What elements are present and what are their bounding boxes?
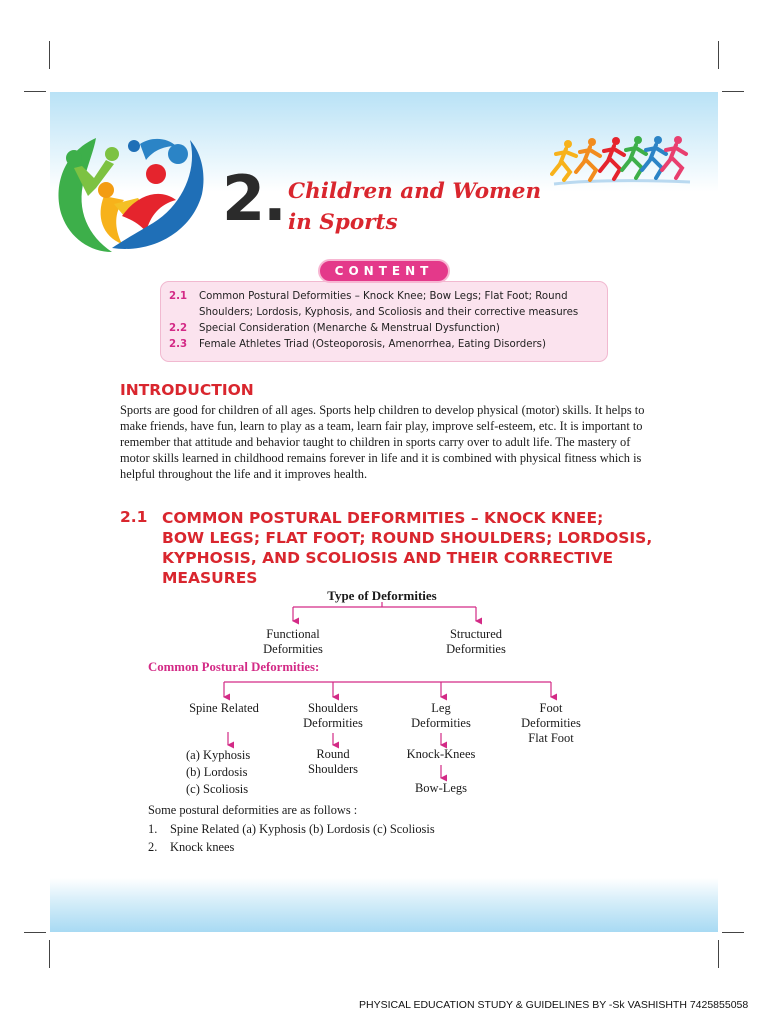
content-item-text: Female Athletes Triad (Osteoporosis, Amenorrhea, Eating Disorders) <box>199 339 546 350</box>
list-item-number: 2. <box>148 840 158 854</box>
diagram-knock-knees: Knock-Knees <box>406 747 476 761</box>
diagram-node-line: Deformities <box>263 642 323 656</box>
diagram-node-line: Shoulders <box>308 762 358 776</box>
diagram-shoulders <box>283 701 383 731</box>
content-item-number: 2.2 <box>169 323 188 334</box>
diagram-node-line: Structured <box>449 627 503 641</box>
list-item <box>148 839 234 855</box>
content-item-number: 2.1 <box>169 291 188 302</box>
deformities-list-intro: Some postural deformities are as follows : <box>148 803 358 817</box>
content-item-number: 2.3 <box>169 339 188 350</box>
diagram-spine-item: (b) Lordosis <box>186 765 248 779</box>
diagram-functional <box>233 627 353 657</box>
diagram-node-line: Functional <box>266 627 320 641</box>
content-item-text-line: Common Postural Deformities – Knock Knee; Bow Legs; Flat Foot; Round <box>199 291 568 302</box>
diagram-spine-item: (c) Scoliosis <box>186 782 249 796</box>
section-heading-line: MEASURES <box>162 569 258 587</box>
list-item <box>148 821 435 837</box>
chapter-title-line: Children and Women <box>288 179 542 204</box>
diagram-node-line: Round <box>316 747 350 761</box>
list-item-text: Spine Related (a) Kyphosis (b) Lordosis (c) Scoliosis <box>170 822 435 836</box>
introduction-heading: INTRODUCTION <box>120 381 254 399</box>
footer-credit: PHYSICAL EDUCATION STUDY & GUIDELINES BY -Sk VASHISHTH 7425855058 <box>359 999 749 1011</box>
diagram-node-line: Shoulders <box>308 701 358 715</box>
diagram-leg <box>391 701 491 731</box>
common-deformities-label: Common Postural Deformities: <box>148 660 320 674</box>
diagram-node-line: Flat Foot <box>528 731 574 745</box>
chapter-title-line: in Sports <box>288 210 398 235</box>
diagram-spine-items <box>186 747 296 798</box>
diagram-round-shoulders <box>283 747 383 777</box>
content-item-text: Special Consideration (Menarche & Menstrual Dysfunction) <box>199 323 500 334</box>
section-number: 2.1 <box>120 508 148 526</box>
diagram-node-line: Leg <box>431 701 451 715</box>
section-heading-line: COMMON POSTURAL DEFORMITIES – KNOCK KNEE; <box>162 509 604 527</box>
content-tab: CONTENT <box>318 259 450 283</box>
diagram-foot <box>501 701 601 746</box>
diagram-bow-legs: Bow-Legs <box>414 781 468 795</box>
diagram-spine-item: (a) Kyphosis <box>186 748 251 762</box>
list-item-number: 1. <box>148 822 158 836</box>
diagram-node-line: Deformities <box>521 716 581 730</box>
list-item-text: Knock knees <box>170 840 235 854</box>
section-heading-line: BOW LEGS; FLAT FOOT; ROUND SHOULDERS; LORDOSIS, <box>162 529 653 547</box>
diagram-node-line: Foot <box>539 701 563 715</box>
introduction-body: Sports are good for children of all ages. Sports help children to develop physical (motor) skills. It helps to make friends, have fun, learn to play as a team, learn fair play, improve self-esteem, etc. It is important to remember that attitude and behavior taught to children in sports carry over to adult life. The mastery of motor skills learned in childhood remains forever in life and it is combined with physical fitness which is helpful throughout the life and it improves health. <box>120 403 645 481</box>
diagram-node-line: Deformities <box>446 642 506 656</box>
diagram-structured <box>416 627 536 657</box>
diagram-node-line: Deformities <box>411 716 471 730</box>
chapter-number: 2. <box>222 162 285 235</box>
diagram-node-line: Deformities <box>303 716 363 730</box>
diagram-spine: Spine Related <box>189 701 259 715</box>
section-heading-line: KYPHOSIS, AND SCOLIOSIS AND THEIR CORRECTIVE <box>162 549 614 567</box>
content-item-text-line: Shoulders; Lordosis, Kyphosis, and Scoliosis and their corrective measures <box>199 307 579 318</box>
diagram-root: Type of Deformities <box>327 588 437 603</box>
